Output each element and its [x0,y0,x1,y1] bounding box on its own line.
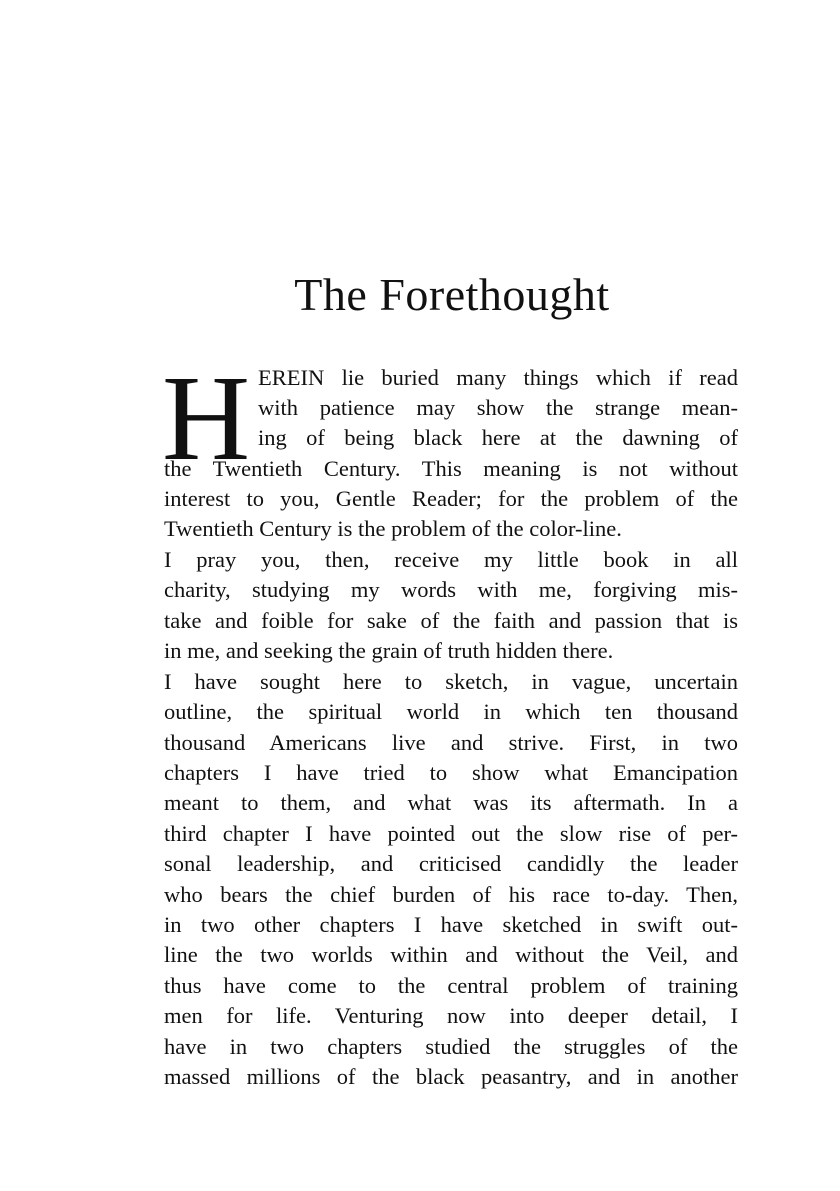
text-line: line the two worlds within and without the Veil, and [164,942,738,967]
text-line: meant to them, and what was its aftermath. In a [164,790,738,815]
text-line: the Twentieth Century. This meaning is not without [164,456,738,481]
text-line: I pray you, then, receive my little book in all [164,547,738,572]
drop-cap-initial: H [162,351,251,486]
text-line: third chapter I have pointed out the slow rise of per- [164,821,738,846]
text-line: massed millions of the black peasantry, and in another [164,1064,738,1089]
text-line: sonal leadership, and criticised candidly the leader [164,851,738,876]
text-line: thousand Americans live and strive. First, in two [164,730,738,755]
text-line: EREIN lie buried many things which if read [258,365,738,390]
text-line: I have sought here to sketch, in vague, uncertain [164,669,738,694]
chapter-title: The Forethought [294,269,610,320]
text-line: ing of being black here at the dawning of [258,425,738,450]
text-line: men for life. Venturing now into deeper detail, I [164,1003,738,1028]
text-line: chapters I have tried to show what Emancipation [164,760,738,785]
text-line: interest to you, Gentle Reader; for the problem of the [164,486,738,511]
text-line: who bears the chief burden of his race to-day. Then, [164,882,738,907]
text-line: with patience may show the strange mean- [258,395,738,420]
text-line: have in two chapters studied the struggles of the [164,1034,738,1059]
text-line: in me, and seeking the grain of truth hidden there. [164,638,614,663]
text-line: in two other chapters I have sketched in swift out- [164,912,738,937]
text-line: take and foible for sake of the faith and passion that is [164,608,738,633]
text-line: outline, the spiritual world in which ten thousand [164,699,738,724]
text-line: charity, studying my words with me, forgiving mis- [164,577,738,602]
text-line: Twentieth Century is the problem of the color-line. [164,516,622,541]
text-line: thus have come to the central problem of training [164,973,738,998]
